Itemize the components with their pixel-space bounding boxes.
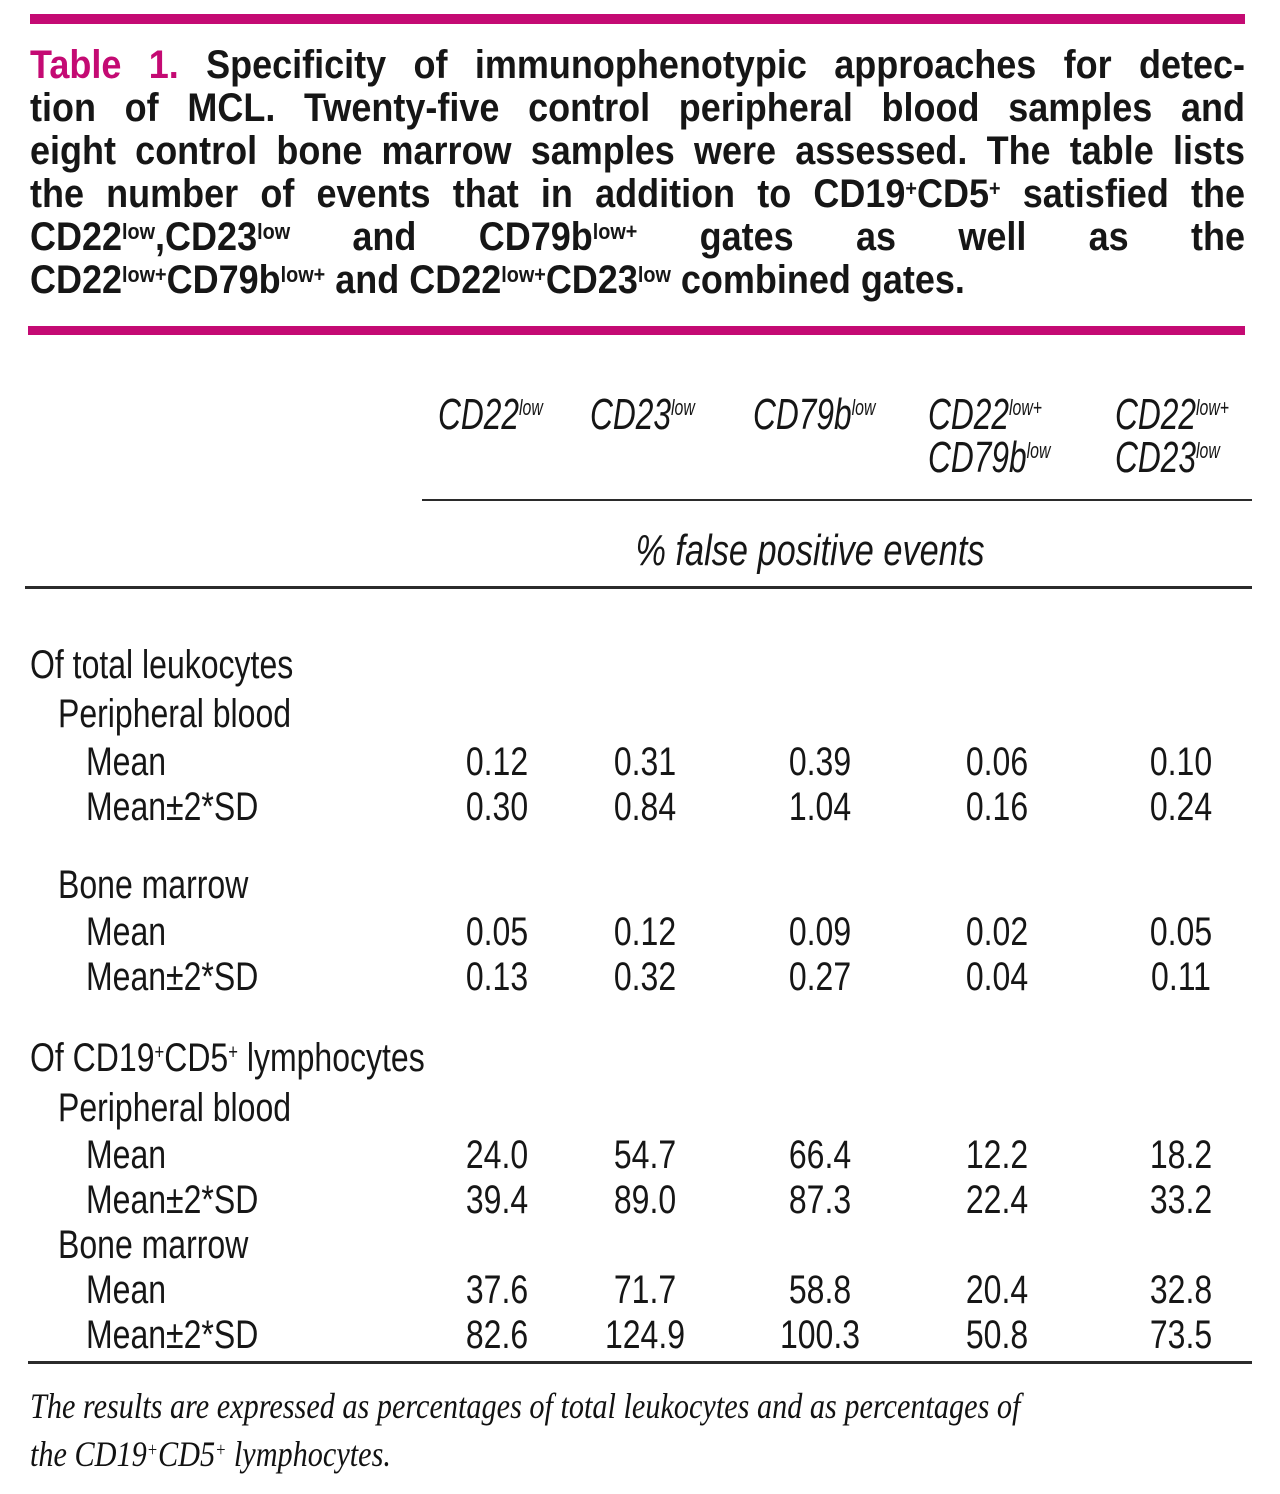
cell-value: 0.02 [965,910,1029,954]
cell-value: 54.7 [613,1133,677,1177]
text-segment: gates as well as the [637,215,1245,259]
text-segment: CD23 [1115,433,1196,482]
superscript-segment: low [671,395,695,421]
text-segment: CD22 [30,215,123,259]
subheader-rule [25,586,1252,589]
stat-row-label [86,785,301,830]
group-label [30,1036,523,1081]
text-segment: CD23 [590,390,671,439]
cell-value: 33.2 [1149,1178,1213,1222]
superscript-segment: low [637,261,671,287]
stat-row-label-segment: Mean [86,910,167,954]
caption-line [30,87,1245,130]
cell-value: 87.3 [788,1178,852,1222]
cell-value: 20.4 [965,1268,1029,1312]
column-header-text [928,390,1043,439]
footnote [30,1382,1256,1478]
subgroup-label-text [58,1223,248,1268]
cell-value: 0.39 [788,740,852,784]
text-segment: Bone marrow [58,863,249,907]
cell-value: 50.8 [965,1313,1029,1357]
column-header-text [753,390,876,439]
column-header-text [590,390,695,439]
text-segment: CD22 [1115,390,1196,439]
text-segment: CD79b [928,433,1027,482]
cell-value: 124.9 [604,1313,686,1357]
caption-line [30,259,1245,302]
bottom-rule [28,1361,1252,1364]
stat-row-label [86,910,186,955]
cell-value: 0.05 [1149,910,1213,954]
column-header-text [928,433,1051,482]
column-header [928,433,1098,482]
text-segment: combined gates. [670,258,965,302]
text-segment: eight control bone marrow samples were assessed. The table lists [30,129,1245,173]
cell-value: 89.0 [613,1178,677,1222]
cell-value: 0.11 [1151,955,1211,999]
superscript-segment: low+ [280,261,326,287]
stat-row-label-text [86,910,166,955]
stat-row-label-segment: Mean±2*SD [86,1313,259,1357]
column-header [438,390,584,439]
stat-row-label [86,955,301,1000]
column-header [590,390,736,439]
superscript-segment: + [215,1439,227,1462]
superscript-segment: + [228,1040,238,1064]
cell-value: 71.7 [613,1268,677,1312]
cell-value: 0.16 [965,785,1029,829]
cell-value: 0.84 [613,785,677,829]
text-segment: CD79b [166,258,281,302]
stat-row-label-text [86,1313,258,1358]
text-segment: Specificity of immunophenotypic approaches for detec- [178,43,1246,87]
cell-value: 0.31 [613,740,677,784]
cell-value: 100.3 [779,1313,861,1357]
caption-line [30,216,1245,259]
subgroup-label-text [58,692,291,737]
cell-value: 0.09 [788,910,852,954]
stat-row-label-segment: Mean [86,740,167,784]
superscript-segment: low+ [501,261,546,287]
caption-accent-bar [28,326,1245,335]
text-segment: and CD79b [290,215,593,259]
cell-value: 0.12 [613,910,677,954]
text-segment: CD22 [928,390,1009,439]
cell-value: 22.4 [965,1178,1029,1222]
caption-line [30,44,1245,87]
group-label [30,643,359,688]
column-header-text [438,390,543,439]
column-header [1115,390,1273,439]
subgroup-label [58,1223,296,1268]
group-label-text [30,1036,425,1081]
stat-row-label-text [86,1178,258,1223]
text-segment: ,CD23 [155,215,258,259]
stat-row-label-segment: Mean [86,1133,167,1177]
cell-value: 0.06 [965,740,1029,784]
subheader-false-positive-events [586,528,1034,574]
column-header [1115,433,1261,482]
superscript-segment: low+ [592,218,638,244]
cell-value: 0.10 [1149,740,1213,784]
column-header-text [1115,390,1230,439]
text-segment: tion of MCL. Twenty-five control peripheral blood samples and [30,86,1245,130]
text-segment: CD22 [438,390,519,439]
stat-row-label [86,1133,186,1178]
footnote-line [30,1382,1256,1430]
caption-line [30,173,1245,216]
top-accent-bar [30,14,1245,24]
cell-value: 0.27 [788,955,852,999]
superscript-segment: + [154,1040,165,1064]
subgroup-label [58,1086,349,1131]
subgroup-label-text [58,863,248,908]
text-segment: lymphocytes [237,1036,425,1080]
column-header-text [1115,433,1220,482]
superscript-segment: low [851,395,876,421]
subgroup-label [58,692,349,737]
text-segment: and CD22 [325,258,502,302]
text-segment: CD5 [164,1036,229,1080]
stat-row-label-segment: Mean±2*SD [86,1178,259,1222]
stat-row-label [86,1313,301,1358]
stat-row-label-segment: Mean±2*SD [86,955,259,999]
cell-value: 0.32 [613,955,677,999]
text-segment: satisfied the [1000,172,1245,216]
text-segment: Peripheral blood [58,692,292,736]
stat-row-label-segment: Mean [86,1268,167,1312]
text-segment: Of total leukocytes [30,643,294,687]
text-segment: the number of events that in addition to CD19 [30,172,906,216]
text-segment: CD5 [916,172,990,216]
footnote-line [30,1430,1256,1478]
cell-value: 0.05 [465,910,529,954]
superscript-segment: low+ [1009,395,1043,421]
superscript-segment: + [989,175,1001,201]
subgroup-label-text [58,1086,291,1131]
cell-value: 12.2 [965,1133,1029,1177]
text-segment: Bone marrow [58,1223,249,1267]
superscript-segment: low [1196,438,1220,464]
column-header [928,390,1086,439]
text-segment: The results are expressed as percentages of total leukocytes and as percentages of [30,1386,1021,1426]
text-segment: Peripheral blood [58,1086,292,1130]
cell-value: 39.4 [465,1178,529,1222]
superscript-segment: low+ [1196,395,1230,421]
stat-row-label-segment: Mean±2*SD [86,785,259,829]
table-caption [30,44,1245,302]
cell-value: 0.04 [965,955,1029,999]
stat-row-label [86,1268,186,1313]
stat-row-label [86,1178,301,1223]
superscript-segment: low [257,218,291,244]
header-rule [422,499,1252,501]
cell-value: 66.4 [788,1133,852,1177]
cell-value: 1.04 [788,785,852,829]
superscript-segment: low [122,218,156,244]
cell-value: 82.6 [465,1313,529,1357]
stat-row-label-text [86,955,258,1000]
subheader-label: % false positive events [635,526,985,575]
cell-value: 58.8 [788,1268,852,1312]
stat-row-label-text [86,785,258,830]
cell-value: 73.5 [1149,1313,1213,1357]
cell-value: 24.0 [465,1133,529,1177]
superscript-segment: low+ [122,261,167,287]
text-segment: CD23 [545,258,638,302]
text-segment: the CD19 [30,1434,147,1474]
cell-value: 18.2 [1149,1133,1213,1177]
cell-value: 32.8 [1149,1268,1213,1312]
cell-value: 0.12 [465,740,529,784]
stat-row-label-text [86,740,166,785]
cell-value: 37.6 [465,1268,529,1312]
text-segment: CD79b [753,390,852,439]
superscript-segment: + [146,1439,158,1462]
column-header [753,390,923,439]
text-segment: Of CD19 [30,1036,155,1080]
cell-value: 0.24 [1149,785,1213,829]
subgroup-label [58,863,296,908]
superscript-segment: low [1026,438,1051,464]
cell-value: 0.30 [465,785,529,829]
superscript-segment: + [905,175,917,201]
stat-row-label-text [86,1268,166,1313]
stat-row-label-text [86,1133,166,1178]
text-segment: CD5 [157,1434,216,1474]
superscript-segment: low [519,395,543,421]
stat-row-label [86,740,186,785]
caption-line [30,130,1245,173]
group-label-text [30,643,293,688]
text-segment: CD22 [30,258,123,302]
text-segment: Table 1. [30,43,179,87]
cell-value: 0.13 [465,955,529,999]
text-segment: lymphocytes. [226,1434,391,1474]
